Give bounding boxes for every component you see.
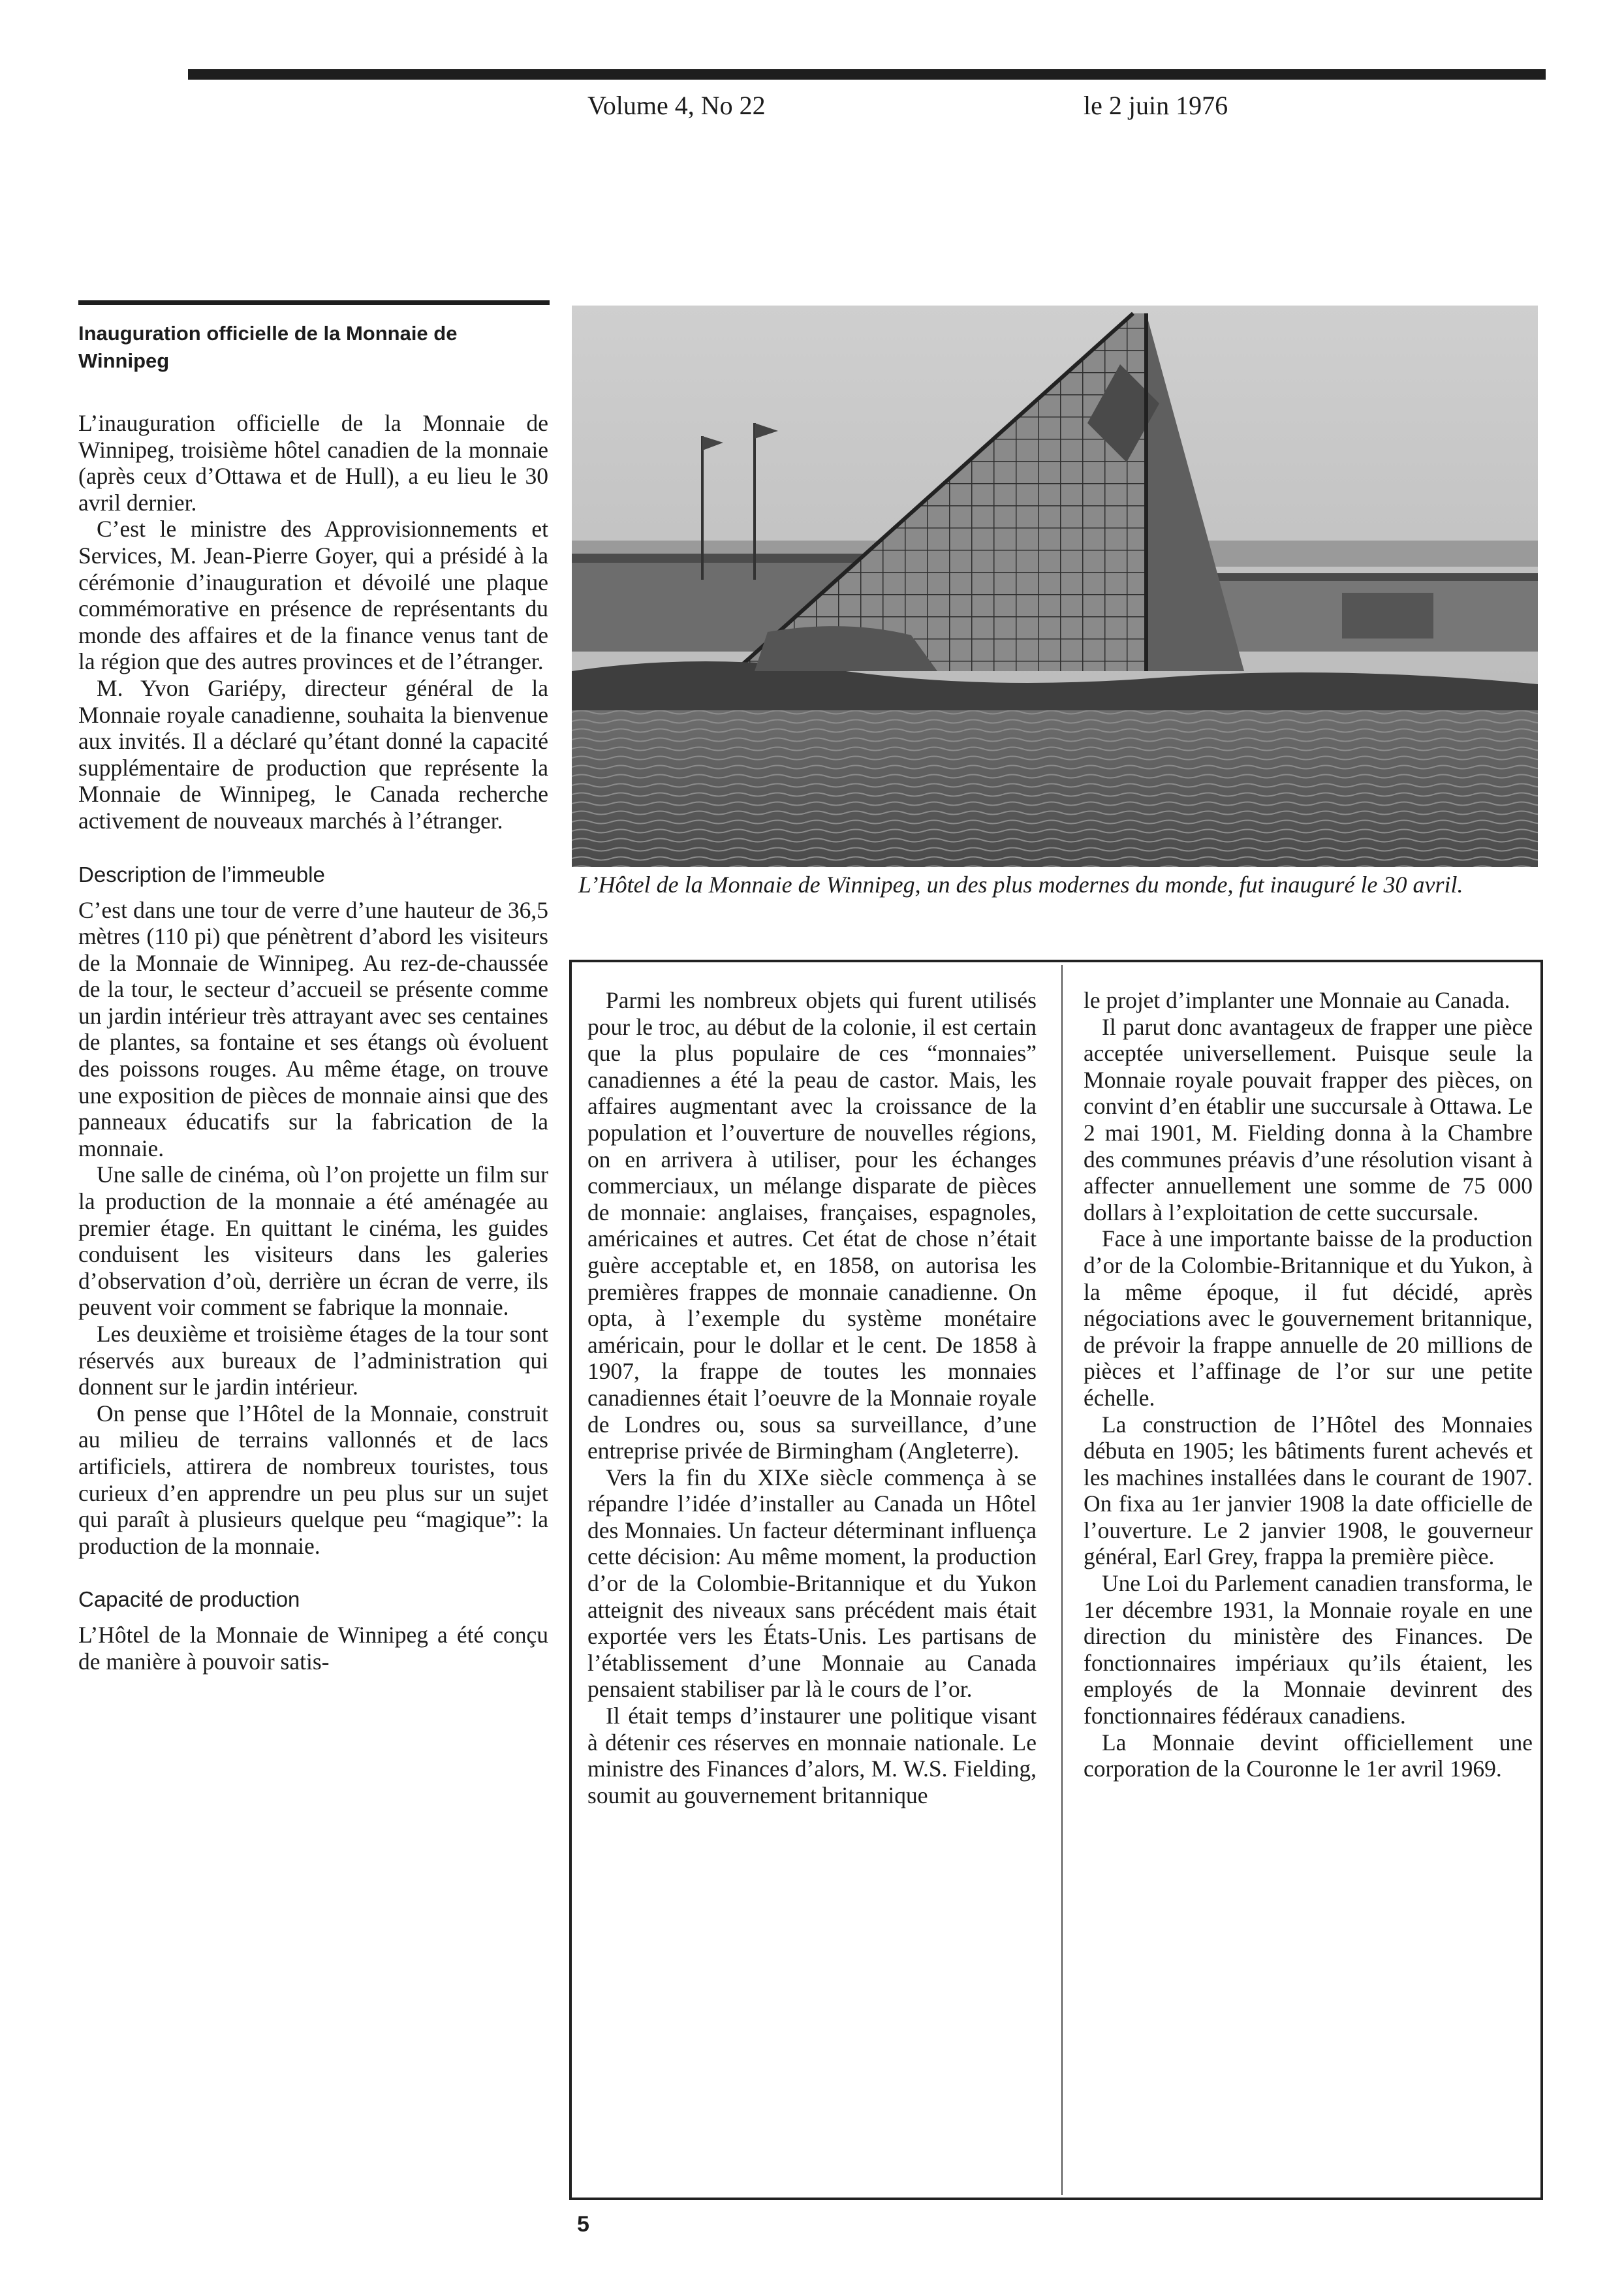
paragraph: La Monnaie devint officiellement une corporation de la Couronne le 1er avril 1969. bbox=[1084, 1729, 1533, 1782]
headline-rule bbox=[78, 300, 550, 305]
history-column-1 bbox=[587, 987, 1037, 1808]
section-heading-capacity: Capacité de production bbox=[78, 1587, 300, 1612]
paragraph: Une Loi du Parlement canadien transforma, le 1er décembre 1931, la Monnaie royale en une direction du ministère des Finances. De fonctionnaires impériaux qu’ils étaient, les employés de la Monnaie devinrent des fonctionnaires fédéraux canadiens. bbox=[1084, 1570, 1533, 1729]
issue-date: le 2 juin 1976 bbox=[1084, 91, 1228, 120]
paragraph: Les deuxième et troisième étages de la tour sont réservés aux bureaux de l’administration qui donnent sur le jardin intérieur. bbox=[78, 1321, 548, 1400]
photo-caption: L’Hôtel de la Monnaie de Winnipeg, un des plus modernes du monde, fut inauguré le 30 avril. bbox=[578, 872, 1463, 898]
section-heading-description: Description de l’immeuble bbox=[78, 862, 325, 887]
paragraph: La construction de l’Hôtel des Monnaies débuta en 1905; les bâtiments furent achevés et les machines installées dans le courant de 1907. On fixa au 1er janvier 1908 la date officielle de l’ouverture. Le 2 janvier 1908, le gouverneur général, Earl Grey, frappa la première pièce. bbox=[1084, 1411, 1533, 1570]
page-number: 5 bbox=[577, 2212, 589, 2237]
paragraph: Vers la fin du XIXe siècle commença à se répandre l’idée d’installer au Canada un Hôtel des Monnaies. Un facteur déterminant influença cette décision: Au même moment, la production d’or de la Colombie-Britannique et du Yukon atteignit des niveaux sans précédent mais était exportée vers les États-Unis. Les partisans de l’établissement d’une Monnaie au Canada pensaient stabiliser par là le cours de l’or. bbox=[587, 1464, 1037, 1703]
mint-building-photo bbox=[572, 306, 1538, 867]
article-headline: Inauguration officielle de la Monnaie de Winnipeg bbox=[78, 322, 458, 372]
history-column-2 bbox=[1084, 987, 1533, 1782]
paragraph: Il était temps d’instaurer une politique visant à détenir ces réserves en monnaie nationale. Le ministre des Finances d’alors, M. W.S. Fielding, soumit au gouvernement britannique bbox=[587, 1703, 1037, 1808]
top-rule bbox=[188, 69, 1546, 80]
paragraph: Face à une importante baisse de la production d’or de la Colombie-Britannique et du Yukon, à la même époque, il fut décidé, après négociations avec le gouvernement britannique, de prévoir la frappe annuelle de 20 millions de pièces et l’affinage de l’or sur une petite échelle. bbox=[1084, 1225, 1533, 1411]
article-column-left bbox=[78, 410, 548, 1675]
paragraph: L’inauguration officielle de la Monnaie de Winnipeg, troisième hôtel canadien de la monnaie (après ceux d’Ottawa et de Hull), a eu lieu le 30 avril dernier. bbox=[78, 410, 548, 516]
paragraph: Il parut donc avantageux de frapper une pièce acceptée universellement. Puisque seule la Monnaie royale pouvait frapper des pièces, on convint d’en établir une succursale à Ottawa. Le 2 mai 1901, M. Fielding donna à la Chambre des communes préavis d’une résolution visant à affecter annuellement une somme de 75 000 dollars à l’exploitation de cette succursale. bbox=[1084, 1013, 1533, 1225]
paragraph: M. Yvon Gariépy, directeur général de la Monnaie royale canadienne, souhaita la bienvenue aux invités. Il a déclaré qu’étant donné la capacité supplémentaire de production que représente la Monnaie de Winnipeg, le Canada recherche activement de nouveaux marchés à l’étranger. bbox=[78, 674, 548, 834]
column-divider bbox=[1061, 965, 1063, 2195]
paragraph: C’est dans une tour de verre d’une hauteur de 36,5 mètres (110 pi) que pénètrent d’abord les visiteurs de la Monnaie de Winnipeg. Au rez-de-chaussée de la tour, le secteur d’accueil se présente comme un jardin intérieur très attrayant avec ses centaines de plantes, sa fontaine et ses étangs où évoluent des poissons rouges. Au même étage, on trouve une exposition de pièces de monnaie ainsi que des panneaux éducatifs sur la fabrication de la monnaie. bbox=[78, 896, 548, 1161]
paragraph: On pense que l’Hôtel de la Monnaie, construit au milieu de terrains vallonnés et de lacs artificiels, attirera de nombreux touristes, tous curieux d’en apprendre un peu plus sur un sujet qui paraît à plusieurs quelque peu “magique”: la production de la monnaie. bbox=[78, 1400, 548, 1559]
paragraph: Une salle de cinéma, où l’on projette un film sur la production de la monnaie a été aménagée au premier étage. En quittant le cinéma, les guides conduisent les visiteurs dans les galeries d’observation d’où, derrière un écran de verre, ils peuvent voir comment se fabrique la monnaie. bbox=[78, 1161, 548, 1321]
volume-number: Volume 4, No 22 bbox=[587, 91, 766, 120]
paragraph: C’est le ministre des Approvisionnements et Services, M. Jean-Pierre Goyer, qui a présidé à la cérémonie d’inauguration et dévoilé une plaque commémorative en présence de représentants du monde des affaires et de la finance venus tant de la région que des autres provinces et de l’étranger. bbox=[78, 516, 548, 675]
paragraph: L’Hôtel de la Monnaie de Winnipeg a été conçu de manière à pouvoir satis- bbox=[78, 1622, 548, 1675]
paragraph: Parmi les nombreux objets qui furent utilisés pour le troc, au début de la colonie, il est certain que la plus populaire de ces “monnaies” canadiennes a été la peau de castor. Mais, les affaires augmentant avec la croissance de la population et l’ouverture de nouvelles régions, on en arrivera à utiliser, pour les échanges commerciaux, un mélange disparate de pièces de monnaie: anglaises, françaises, espagnoles, américaines et autres. Cet état de chose n’était guère acceptable et, en 1858, on autorisa les premières frappes de monnaie canadienne. On opta, à l’exemple du système monétaire américain, pour le dollar et le cent. De 1858 à 1907, la frappe de toutes les monnaies canadiennes était l’oeuvre de la Monnaie royale de Londres ou, sous sa surveillance, d’une entreprise privée de Birmingham (Angleterre). bbox=[587, 987, 1037, 1464]
paragraph: le projet d’implanter une Monnaie au Canada. bbox=[1084, 987, 1510, 1013]
